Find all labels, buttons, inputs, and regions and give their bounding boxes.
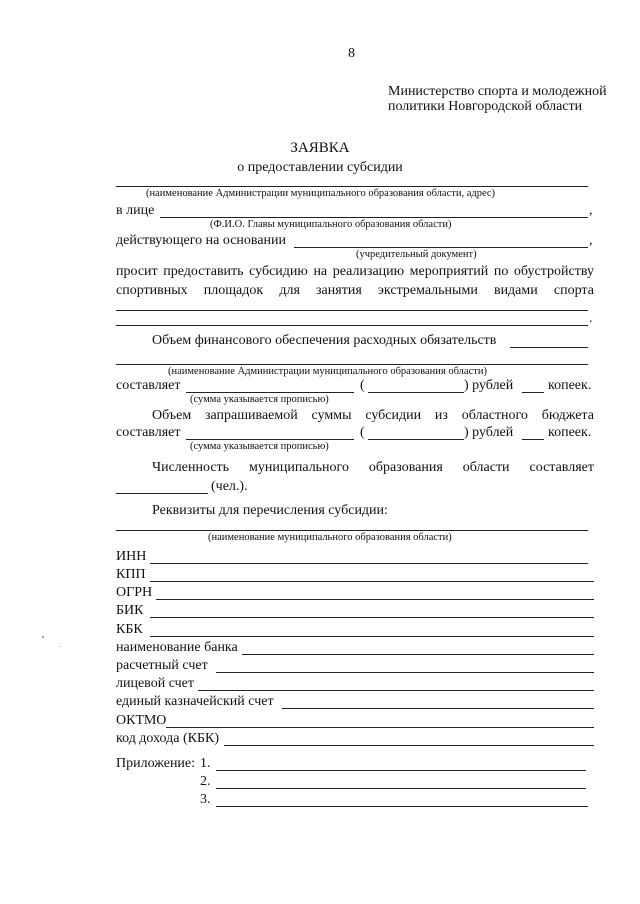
settlement-account-field[interactable]: [216, 672, 594, 673]
label-bik: БИК: [116, 603, 144, 618]
word: Численность: [152, 460, 230, 475]
word: спорта: [553, 283, 594, 298]
word: занятия: [316, 283, 362, 298]
label-attachment: Приложение:: [116, 756, 196, 771]
word: площадок: [203, 283, 264, 298]
treasury-account-field[interactable]: [282, 708, 594, 709]
label-bank-name: наименование банка: [116, 640, 238, 655]
attachment-field-3[interactable]: [216, 806, 588, 807]
label-oktmo: ОКТМО: [116, 713, 167, 728]
word: суммы: [311, 408, 352, 423]
word: запрашиваемой: [205, 408, 298, 423]
sum-digits-field-2[interactable]: [368, 439, 464, 440]
caption-admin: (наименование Администрации муниципального образования области): [168, 366, 487, 377]
comma-2: ,: [589, 233, 593, 248]
scan-speck: [60, 646, 61, 647]
attachment-number-1: 1.: [200, 756, 211, 771]
caption-founding-doc: (учредительный документ): [356, 249, 477, 260]
bank-name-field[interactable]: [242, 654, 594, 655]
label-amounts-to-2: составляет: [116, 425, 181, 440]
label-kpp: КПП: [116, 567, 146, 582]
ogrn-field[interactable]: [156, 599, 594, 600]
personal-account-field[interactable]: [198, 690, 594, 691]
sum-in-words-field-1[interactable]: [186, 392, 354, 393]
word: из: [434, 408, 448, 423]
word: для: [279, 283, 300, 298]
admin-name-field[interactable]: [116, 364, 588, 365]
label-treasury-account: единый казначейский счет: [116, 694, 274, 709]
document-title: ЗАЯВКА: [290, 140, 350, 156]
label-financing-volume: Объем финансового обеспечения расходных обязательств: [152, 333, 497, 348]
kop-label-1: копеек.: [548, 378, 592, 393]
founding-doc-field[interactable]: [294, 247, 588, 248]
municipality-name-field[interactable]: [116, 530, 588, 531]
word: видами: [493, 283, 538, 298]
admin-address-field[interactable]: [116, 186, 588, 187]
comma-1: ,: [589, 203, 593, 218]
word: бюджета: [541, 408, 594, 423]
word: мероприятий: [409, 264, 489, 279]
word: образования: [368, 460, 443, 475]
attachment-number-2: 2.: [200, 774, 211, 789]
requisites-title: Реквизиты для перечисления субсидии:: [152, 503, 388, 518]
label-acting-basis: действующего на основании: [116, 233, 287, 248]
oktmo-field[interactable]: [166, 727, 594, 728]
kop-field-2[interactable]: [522, 439, 544, 440]
inn-field[interactable]: [150, 563, 588, 564]
word: по: [493, 264, 509, 279]
caption-sum-words-1: (сумма указывается прописью): [190, 394, 329, 405]
kpp-field[interactable]: [150, 581, 594, 582]
rub-label-1: ) рублей: [464, 378, 514, 393]
attachment-field-1[interactable]: [216, 770, 586, 771]
kop-field-1[interactable]: [522, 392, 544, 393]
document-subtitle: о предоставлении субсидии: [237, 160, 403, 175]
bik-field[interactable]: [150, 617, 594, 618]
income-code-field[interactable]: [224, 745, 594, 746]
caption-head-fio: (Ф.И.О. Главы муниципального образования области): [210, 219, 452, 230]
kbk-field[interactable]: [150, 636, 594, 637]
recipient-line-2: политики Новгородской области: [388, 99, 583, 114]
financing-volume-field[interactable]: [510, 347, 588, 348]
word: области: [462, 460, 510, 475]
label-kbk: КБК: [116, 622, 143, 637]
word: субсидии: [365, 408, 422, 423]
word: спортивных: [116, 283, 188, 298]
attachment-field-2[interactable]: [216, 788, 586, 789]
word: муниципального: [249, 460, 349, 475]
label-income-code: код дохода (КБК): [116, 731, 220, 746]
request-paragraph-line-2: [116, 283, 594, 299]
word: предоставить: [163, 264, 244, 279]
open-paren-1: (: [360, 378, 365, 393]
label-v-lice: в лице: [116, 203, 155, 218]
open-paren-2: (: [360, 425, 365, 440]
word: Объем: [152, 408, 192, 423]
label-inn: ИНН: [116, 549, 147, 564]
word: реализацию: [332, 264, 405, 279]
persons-label: (чел.).: [211, 479, 248, 494]
caption-admin-address: (наименование Администрации муниципального образования области, адрес): [146, 188, 496, 199]
population-field[interactable]: [116, 493, 208, 494]
attachment-number-3: 3.: [200, 792, 211, 807]
sum-digits-field-1[interactable]: [368, 392, 464, 393]
caption-sum-words-2: (сумма указывается прописью): [190, 441, 329, 452]
requested-volume-line: [152, 408, 594, 424]
request-blank-line-1[interactable]: [116, 310, 588, 311]
caption-municipality: (наименование муниципального образования области): [208, 532, 452, 543]
word: экстремальными: [377, 283, 478, 298]
population-line: [152, 460, 594, 476]
request-paragraph-line-1: [116, 264, 594, 280]
word: просит: [116, 264, 158, 279]
word: областного: [461, 408, 528, 423]
word: обустройству: [513, 264, 594, 279]
word: составляет: [529, 460, 594, 475]
scan-speck: [42, 636, 44, 638]
sum-in-words-field-2[interactable]: [186, 439, 354, 440]
label-ogrn: ОГРН: [116, 585, 153, 600]
label-personal-account: лицевой счет: [116, 676, 194, 691]
label-settlement-account: расчетный счет: [116, 658, 208, 673]
label-amounts-to-1: составляет: [116, 378, 181, 393]
request-blank-line-2[interactable]: [116, 325, 588, 326]
word: субсидию: [249, 264, 308, 279]
period-1: .: [589, 311, 593, 326]
head-fio-field[interactable]: [160, 217, 588, 218]
rub-label-2: ) рублей: [464, 425, 514, 440]
recipient-line-1: Министерство спорта и молодежной: [388, 84, 607, 99]
word: на: [313, 264, 328, 279]
page-number: 8: [348, 46, 355, 61]
kop-label-2: копеек.: [548, 425, 592, 440]
